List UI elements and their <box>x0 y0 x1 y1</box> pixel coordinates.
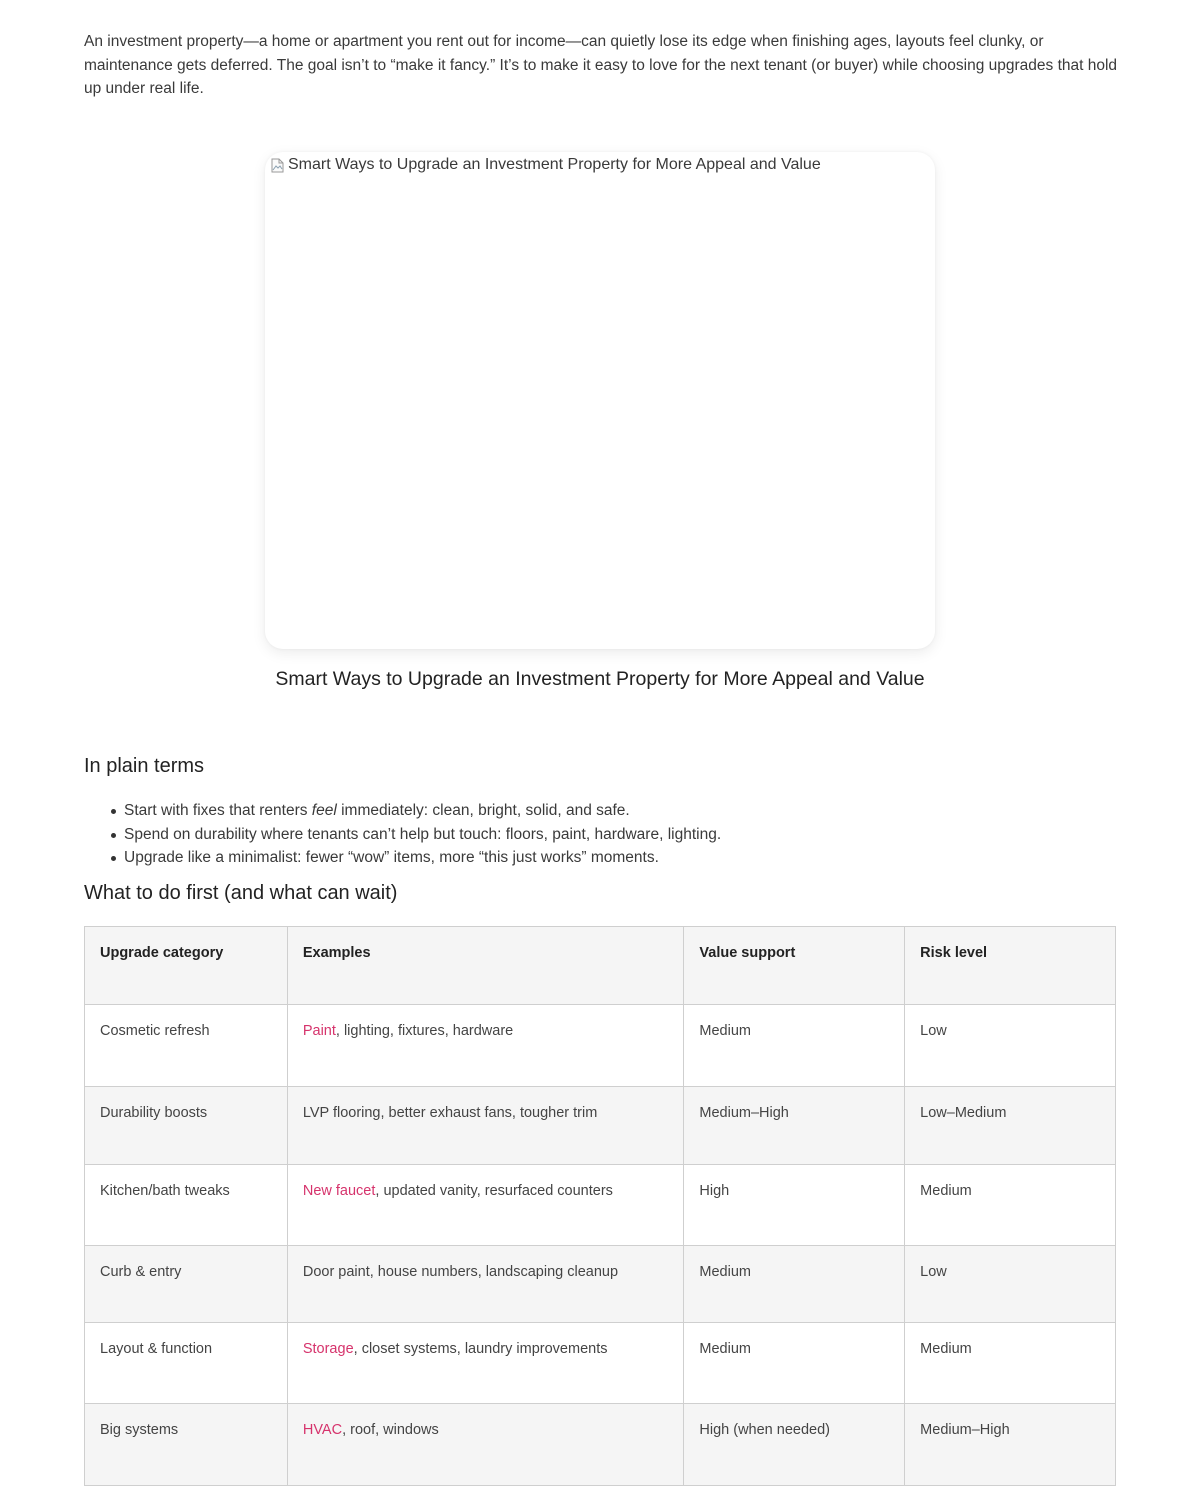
column-header-risk: Risk level <box>905 927 1116 1005</box>
cell-category: Layout & function <box>85 1323 288 1404</box>
table-row <box>85 1404 1116 1486</box>
examples-link[interactable]: HVAC <box>302 1422 343 1438</box>
cell-value: Medium–High <box>684 1087 905 1165</box>
cell-category: Cosmetic refresh <box>85 1005 288 1087</box>
cell-risk: Medium–High <box>905 1404 1116 1486</box>
cell-examples: Paint, lighting, fixtures, hardware <box>287 1005 684 1087</box>
column-header-value: Value support <box>684 927 905 1005</box>
table-header-row <box>85 927 1116 1005</box>
column-header-category: Upgrade category <box>85 927 288 1005</box>
cell-risk: Low <box>905 1246 1116 1323</box>
cell-risk: Medium <box>905 1323 1116 1404</box>
section-heading-what-first: What to do first (and what can wait) <box>84 882 398 904</box>
cell-value: Medium <box>684 1246 905 1323</box>
cell-examples: Storage, closet systems, laundry improvements <box>287 1323 684 1404</box>
cell-risk: Low–Medium <box>905 1087 1116 1165</box>
intro-paragraph: An investment property—a home or apartment you rent out for income—can quietly lose its edge when finishing ages, layouts feel clunky, or maintenance gets deferred. The goal isn’t to “make it fancy.” It’s to make it easy to love for the next tenant (or buyer) while choosing upgrades that hold up under real life. <box>84 33 1118 97</box>
image-alt-text: Smart Ways to Upgrade an Investment Property for More Appeal and Value <box>288 156 821 173</box>
plain-terms-list <box>110 799 721 870</box>
examples-link[interactable]: Storage <box>302 1341 354 1357</box>
table-row <box>85 1246 1116 1323</box>
cell-risk: Low <box>905 1005 1116 1087</box>
section-heading-plain-terms: In plain terms <box>84 755 205 777</box>
list-item: Spend on durability where tenants can’t help but touch: floors, paint, hardware, lighting. <box>110 823 721 847</box>
cell-value: Medium <box>684 1323 905 1404</box>
cell-examples: HVAC, roof, windows <box>287 1404 684 1486</box>
cell-category: Curb & entry <box>85 1246 288 1323</box>
cell-examples: New faucet, updated vanity, resurfaced counters <box>287 1165 684 1246</box>
cell-value: Medium <box>684 1005 905 1087</box>
examples-link[interactable]: Paint <box>302 1023 336 1039</box>
cell-examples: LVP flooring, better exhaust fans, tougher trim <box>287 1087 684 1165</box>
figure-image-frame <box>265 152 935 649</box>
figure-caption: Smart Ways to Upgrade an Investment Property for More Appeal and Value <box>275 668 925 690</box>
list-item: Start with fixes that renters feel immediately: clean, bright, solid, and safe. <box>110 799 721 823</box>
examples-link[interactable]: New faucet <box>302 1183 376 1199</box>
broken-image-placeholder <box>271 156 821 174</box>
cell-category: Kitchen/bath tweaks <box>85 1165 288 1246</box>
table-row <box>85 1005 1116 1087</box>
cell-category: Durability boosts <box>85 1087 288 1165</box>
upgrade-table <box>84 926 1116 1486</box>
cell-examples: Door paint, house numbers, landscaping cleanup <box>287 1246 684 1323</box>
cell-value: High <box>684 1165 905 1246</box>
column-header-examples: Examples <box>287 927 684 1005</box>
broken-image-icon <box>271 158 284 173</box>
cell-risk: Medium <box>905 1165 1116 1246</box>
table-row <box>85 1087 1116 1165</box>
table-row <box>85 1323 1116 1404</box>
table-row <box>85 1165 1116 1246</box>
cell-value: High (when needed) <box>684 1404 905 1486</box>
cell-category: Big systems <box>85 1404 288 1486</box>
list-item: Upgrade like a minimalist: fewer “wow” items, more “this just works” moments. <box>110 846 721 870</box>
